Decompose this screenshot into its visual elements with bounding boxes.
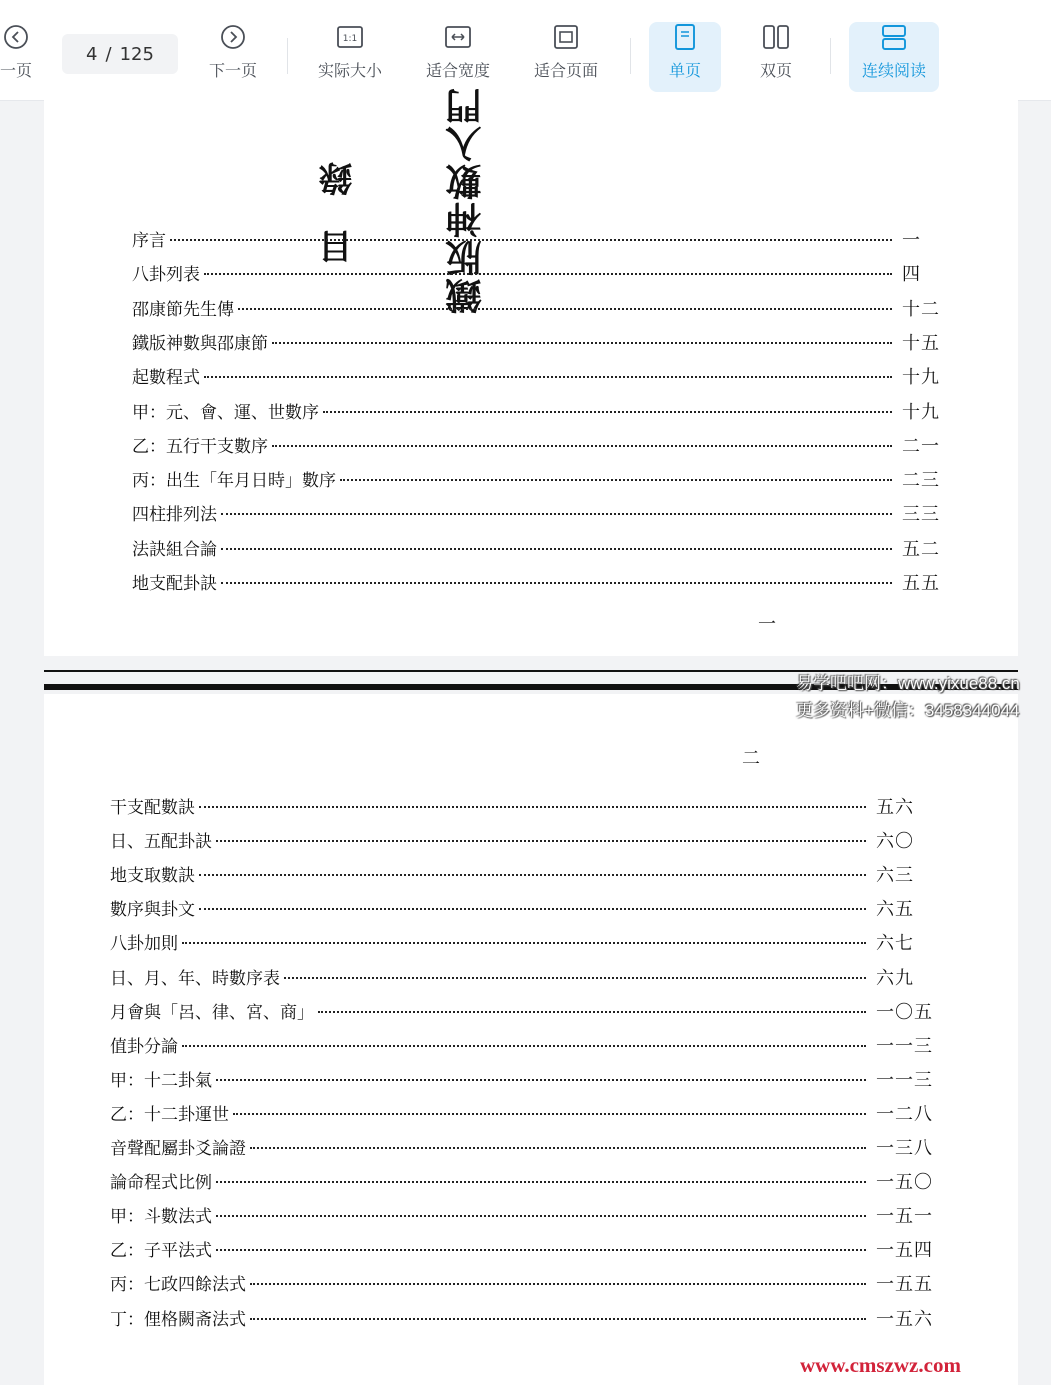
continuous-label: 连续阅读 [861, 61, 926, 80]
toc-entry-page: 一五四 [876, 1240, 933, 1262]
toc-entry-title: 甲：元、會、運、世數序 [132, 402, 319, 423]
toc-entry-page: 一五〇 [876, 1172, 933, 1194]
toc-leader-dots [204, 273, 892, 275]
next-page-button[interactable] [200, 22, 266, 92]
toc-leader-dots [221, 582, 892, 584]
toc-leader-dots [199, 874, 866, 876]
toc-entry-page: 三三 [902, 504, 940, 526]
total-pages: 125 [119, 43, 154, 65]
single-page-label: 单页 [668, 61, 701, 80]
toc-entry-page: 六〇 [876, 831, 914, 853]
fit-width-label: 适合宽度 [425, 61, 490, 80]
toc-entry-page: 六九 [876, 967, 914, 989]
toc-entry-page: 一一三 [876, 1035, 933, 1057]
toc-leader-dots [221, 548, 892, 550]
toc-entry-title: 月會與「呂、律、宮、商」 [110, 1002, 314, 1023]
toc-entry-title: 地支取數訣 [110, 866, 195, 887]
toc-entry-title: 丁：俚格闕斋法式 [110, 1309, 246, 1330]
toc-leader-dots [233, 1113, 866, 1115]
continuous-reading-button[interactable] [849, 22, 939, 92]
toc-leader-dots [216, 1181, 866, 1183]
fit-width-button[interactable] [418, 22, 498, 92]
toc-entry-title: 甲：十二卦氣 [110, 1070, 212, 1091]
toc-heading: 目 錄 [319, 162, 359, 264]
watermark-text: 易学吧吧网：www.yixue88.cn [796, 674, 1020, 693]
toc-entry-title: 四柱排列法 [132, 505, 217, 526]
toc-entry-page: 一 [902, 230, 921, 251]
toc-entry-title: 日、五配卦訣 [110, 832, 212, 853]
toc-leader-dots [199, 806, 866, 808]
toc-leader-dots [272, 445, 892, 447]
page-separator: / [105, 43, 112, 65]
toc-entry-title: 八卦列表 [132, 265, 200, 286]
toc-entry-title: 數序與卦文 [110, 900, 195, 921]
toc-entry-page: 五二 [902, 538, 940, 560]
toc-leader-dots [216, 1215, 866, 1217]
toolbar-divider [630, 38, 631, 74]
fit-page-label: 适合页面 [533, 61, 598, 80]
toc-leader-dots [199, 908, 866, 910]
toc-entry-title: 八卦加則 [110, 934, 178, 955]
actual-size-button[interactable] [310, 22, 390, 92]
toc-entry-page: 十九 [902, 367, 940, 389]
toc-entry-title: 地支配卦訣 [132, 574, 217, 594]
toc-entry-page: 四 [902, 264, 921, 286]
toc-entry-page: 一三八 [876, 1138, 933, 1159]
toc-leader-dots [323, 411, 892, 413]
continuous-icon [880, 22, 908, 52]
toc-entry-title: 甲：斗數法式 [110, 1207, 212, 1228]
toc-entry-title: 丙：七政四餘法式 [110, 1275, 246, 1296]
toc-entry-title: 乙：十二卦運世 [110, 1104, 229, 1125]
toc-leader-dots [221, 513, 892, 515]
toc-leader-dots [216, 1079, 866, 1081]
toc-entry-title: 日、月、年、時數序表 [110, 968, 280, 989]
toc-entry-title: 值卦分論 [110, 1036, 178, 1057]
single-page-icon [673, 22, 697, 52]
current-page-input[interactable]: 4 [86, 43, 98, 65]
toc-entry-page: 十二 [902, 298, 940, 320]
double-page-button[interactable] [740, 22, 812, 92]
toc-entry-page: 六三 [876, 865, 914, 887]
prev-page-button[interactable] [0, 22, 44, 92]
toc-entry-title: 音聲配屬卦爻論證 [110, 1139, 246, 1159]
toc-leader-dots [216, 840, 866, 842]
toc-entry-title: 起數程式 [132, 368, 200, 389]
double-page-icon [762, 22, 790, 52]
toc-entry-title: 乙：五行干支數序 [132, 436, 268, 457]
document-page-2 [44, 694, 1018, 1385]
toc-leader-dots [182, 1045, 866, 1047]
toc-leader-dots [170, 239, 892, 241]
toc-entry-title: 法訣組合論 [132, 539, 217, 560]
toc-entry-title: 乙：子平法式 [110, 1241, 212, 1262]
toc-leader-dots [238, 308, 892, 310]
chevron-right-icon [220, 22, 246, 52]
toc-entry-page: 五五 [902, 573, 940, 594]
page-number: 二 [739, 748, 760, 766]
document-page-1 [44, 86, 1018, 656]
toc-leader-dots [216, 1249, 866, 1251]
book-title: 鐵版神數入門 [445, 86, 487, 314]
double-page-label: 双页 [759, 61, 792, 80]
toc-entry-page: 一〇五 [876, 1001, 933, 1023]
toc-leader-dots [250, 1283, 866, 1285]
single-page-button[interactable] [649, 22, 721, 92]
toc-entry-page: 五六 [876, 797, 914, 818]
toc-leader-dots [340, 479, 892, 481]
toc-entry-page: 一五五 [876, 1274, 933, 1296]
toc-entry-page: 六五 [876, 899, 914, 921]
fit-page-button[interactable] [526, 22, 606, 92]
toc-entry-page: 二三 [902, 470, 940, 492]
toolbar-divider [830, 38, 831, 74]
toc-leader-dots [182, 942, 866, 944]
watermark-text: 更多资料+微信：3458344044 [796, 701, 1020, 720]
viewer-toolbar [0, 0, 1051, 101]
page-indicator[interactable] [62, 34, 178, 74]
toc-entry-page: 一五一 [876, 1206, 933, 1228]
toc-entry-title: 論命程式比例 [110, 1173, 212, 1194]
toc-leader-dots [250, 1147, 866, 1149]
toc-leader-dots [272, 342, 892, 344]
toolbar-divider [287, 38, 288, 74]
toc-leader-dots [250, 1318, 866, 1320]
toc-entry-page: 十九 [902, 401, 940, 423]
actual-size-label: 实际大小 [317, 61, 382, 80]
toc-entry-title: 序言 [132, 231, 166, 251]
actual-size-icon [336, 22, 364, 52]
toc-entry-title: 干支配數訣 [110, 798, 195, 818]
site-watermark: www.cmszwz.com [800, 1353, 961, 1377]
chevron-left-icon [3, 22, 29, 52]
page-number: 一 [755, 614, 776, 632]
toc-entry-title: 鐵版神數與邵康節 [132, 333, 268, 354]
toc-leader-dots [318, 1011, 866, 1013]
toc-leader-dots [204, 376, 892, 378]
toc-entry-page: 一五六 [876, 1308, 933, 1330]
toc-entry-page: 二一 [902, 435, 940, 457]
prev-page-label: 一页 [0, 61, 32, 80]
svg-text:1:1: 1:1 [342, 34, 358, 44]
toc-entry-page: 一一三 [876, 1069, 933, 1091]
toc-entry-title: 邵康節先生傳 [132, 299, 234, 320]
toc-entry-title: 丙：出生「年月日時」數序 [132, 471, 336, 492]
toc-leader-dots [284, 977, 866, 979]
fit-page-icon [552, 22, 580, 52]
fit-width-icon [444, 22, 472, 52]
toc-entry-page: 十五 [902, 332, 940, 354]
toc-entry-page: 六七 [876, 933, 914, 955]
toc-entry-page: 一二八 [876, 1103, 933, 1125]
next-page-label: 下一页 [208, 61, 257, 80]
